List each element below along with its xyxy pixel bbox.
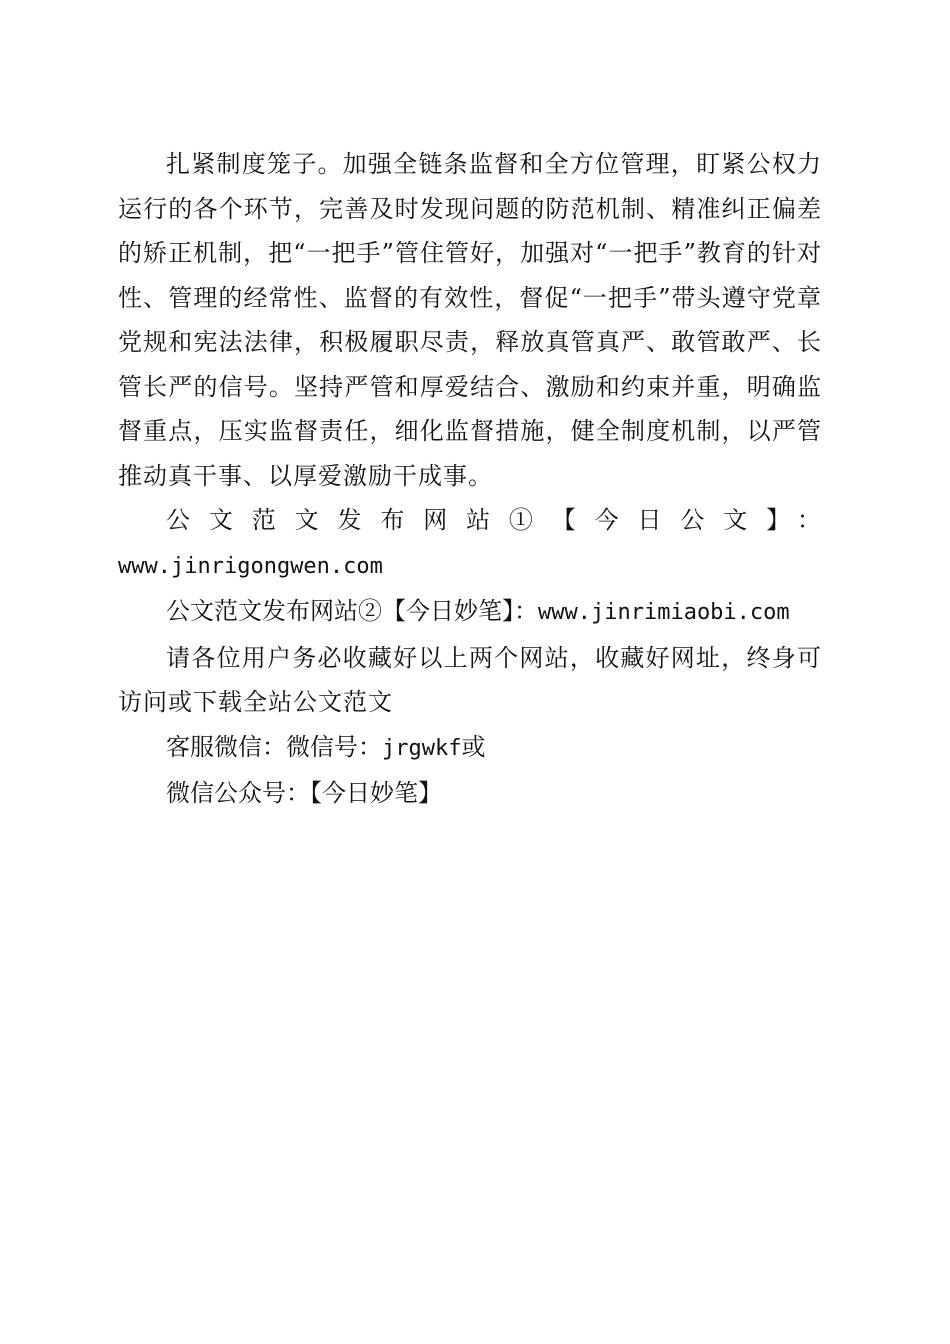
- service-wechat-label: 客服微信：微信号：: [166, 732, 382, 761]
- main-paragraph: 扎紧制度笼子。加强全链条监督和全方位管理，盯紧公权力运行的各个环节，完善及时发现问题的防范机制、精准纠正偏差的矫正机制，把“一把手”管住管好，加强对“一把手”教育的针对性、管理的经常性、监督的有效性，督促“一把手”带头遵守党章党规和宪法法律，积极履职尽责，释放真管真严、敢管敢严、长管长严的信号。坚持严管和厚爱结合、激励和约束并重，明确监督重点，压实监督责任，细化监督措施，健全制度机制，以严管推动真干事、以厚爱激励干成事。: [118, 150, 822, 490]
- notice-paragraph: 请各位用户务必收藏好以上两个网站，收藏好网址，终身可访问或下载全站公文范文: [118, 643, 822, 716]
- site2-line: [118, 589, 822, 636]
- site1-label: 公文范文发布网站①【今日公文】：: [166, 506, 822, 534]
- site1-url[interactable]: www.jinrigongwen.com: [118, 553, 383, 579]
- service-wechat-line: [118, 725, 822, 772]
- site1-url-line: [118, 543, 822, 590]
- service-wechat-or: 或: [461, 732, 486, 761]
- document-body: [118, 142, 822, 816]
- public-account-line: 微信公众号：【今日妙笔】: [166, 779, 442, 807]
- service-wechat-id: jrgwkf: [382, 735, 462, 761]
- site2-label: 公文范文发布网站②【今日妙笔】：: [166, 597, 538, 625]
- site2-url[interactable]: www.jinrimiaobi.com: [538, 600, 790, 625]
